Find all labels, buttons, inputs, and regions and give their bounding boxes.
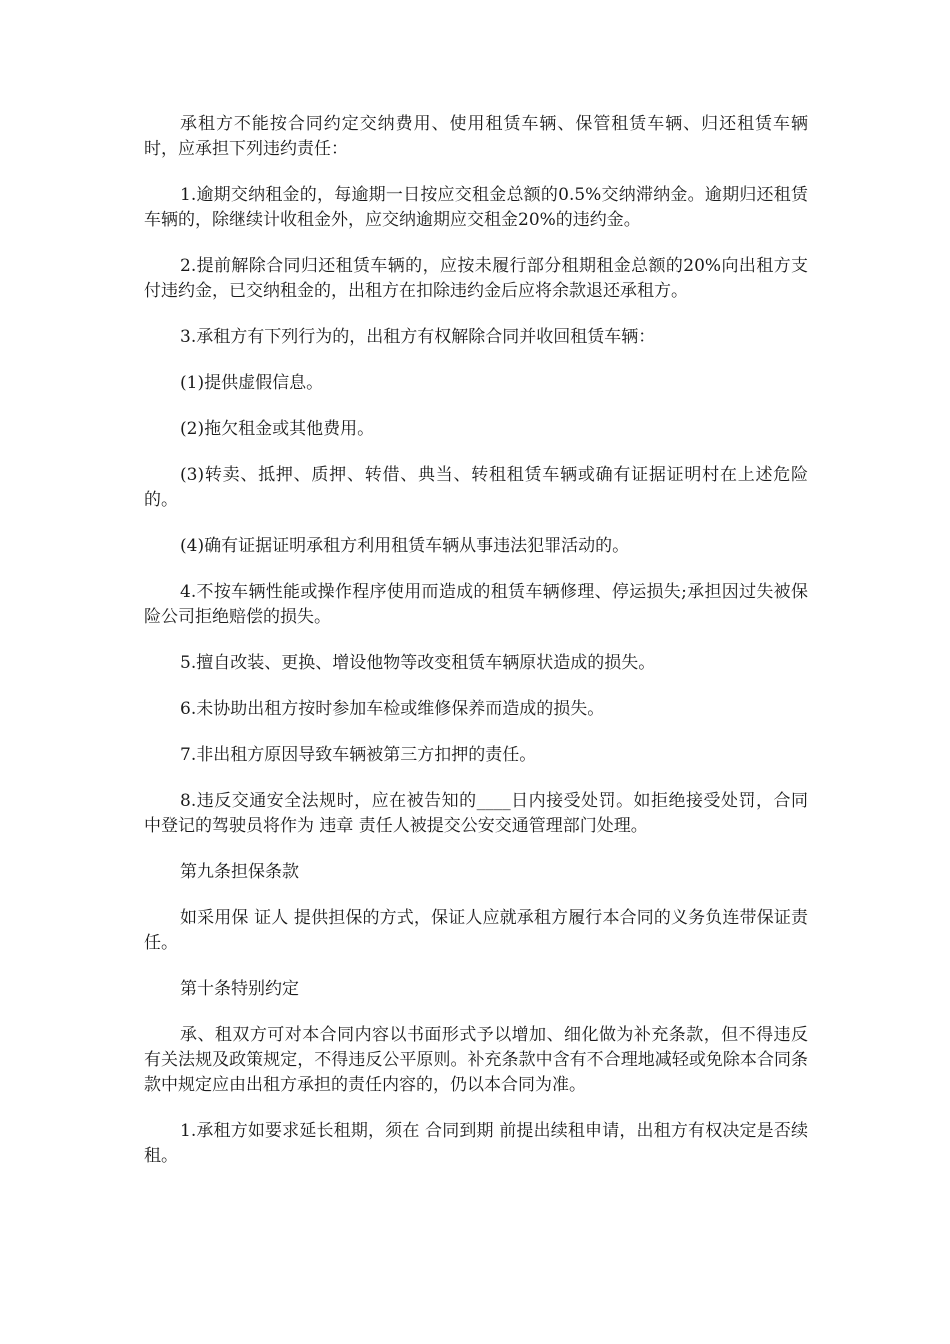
- paragraph-item-4: 4.不按车辆性能或操作程序使用而造成的租赁车辆修理、停运损失;承担因过失被保险公司拒绝赔偿的损失。: [144, 582, 808, 627]
- paragraph-special-agreement: 承、租双方可对本合同内容以书面形式予以增加、细化做为补充条款，但不得违反有关法规及政策规定，不得违反公平原则。补充条款中含有不合理地减轻或免除本合同条款中规定应由出租方承担的责任内容的，仍以本合同为准。: [144, 1025, 808, 1095]
- paragraph-item-2: 2.提前解除合同归还租赁车辆的，应按未履行部分租期租金总额的20%向出租方支付违约金，已交纳租金的，出租方在扣除违约金后应将余款退还承租方。: [144, 256, 808, 301]
- paragraph-item-7: 7.非出租方原因导致车辆被第三方扣押的责任。: [180, 745, 537, 765]
- paragraph-subitem-1: (1)提供虚假信息。: [180, 373, 324, 393]
- section-heading-10: 第十条特别约定: [180, 979, 299, 999]
- paragraph-item-1: 1.逾期交纳租金的，每逾期一日按应交租金总额的0.5%交纳滞纳金。逾期归还租赁车辆的，除继续计收租金外，应交纳逾期应交租金20%的违约金。: [144, 185, 808, 230]
- paragraph-subitem-3: (3)转卖、抵押、质押、转借、典当、转租租赁车辆或确有证据证明村在上述危险的。: [144, 465, 808, 510]
- paragraph-guarantee: 如采用保 证人 提供担保的方式，保证人应就承租方履行本合同的义务负连带保证责任。: [144, 908, 808, 953]
- paragraph-item-8: 8.违反交通安全法规时，应在被告知的____日内接受处罚。如拒绝接受处罚，合同中登记的驾驶员将作为 违章 责任人被提交公安交通管理部门处理。: [144, 791, 808, 836]
- paragraph-renewal: 1.承租方如要求延长租期，须在 合同到期 前提出续租申请，出租方有权决定是否续租。: [144, 1121, 808, 1166]
- paragraph-intro: 承租方不能按合同约定交纳费用、使用租赁车辆、保管租赁车辆、归还租赁车辆时，应承担下列违约责任：: [144, 114, 808, 159]
- paragraph-item-3: 3.承租方有下列行为的，出租方有权解除合同并收回租赁车辆：: [180, 327, 656, 347]
- paragraph-subitem-4: (4)确有证据证明承租方利用租赁车辆从事违法犯罪活动的。: [180, 536, 630, 556]
- paragraph-item-6: 6.未协助出租方按时参加车检或维修保养而造成的损失。: [180, 699, 605, 719]
- paragraph-item-5: 5.擅自改装、更换、增设他物等改变租赁车辆原状造成的损失。: [180, 653, 656, 673]
- paragraph-subitem-2: (2)拖欠租金或其他费用。: [180, 419, 375, 439]
- document-body: [144, 112, 808, 1190]
- section-heading-9: 第九条担保条款: [180, 862, 299, 882]
